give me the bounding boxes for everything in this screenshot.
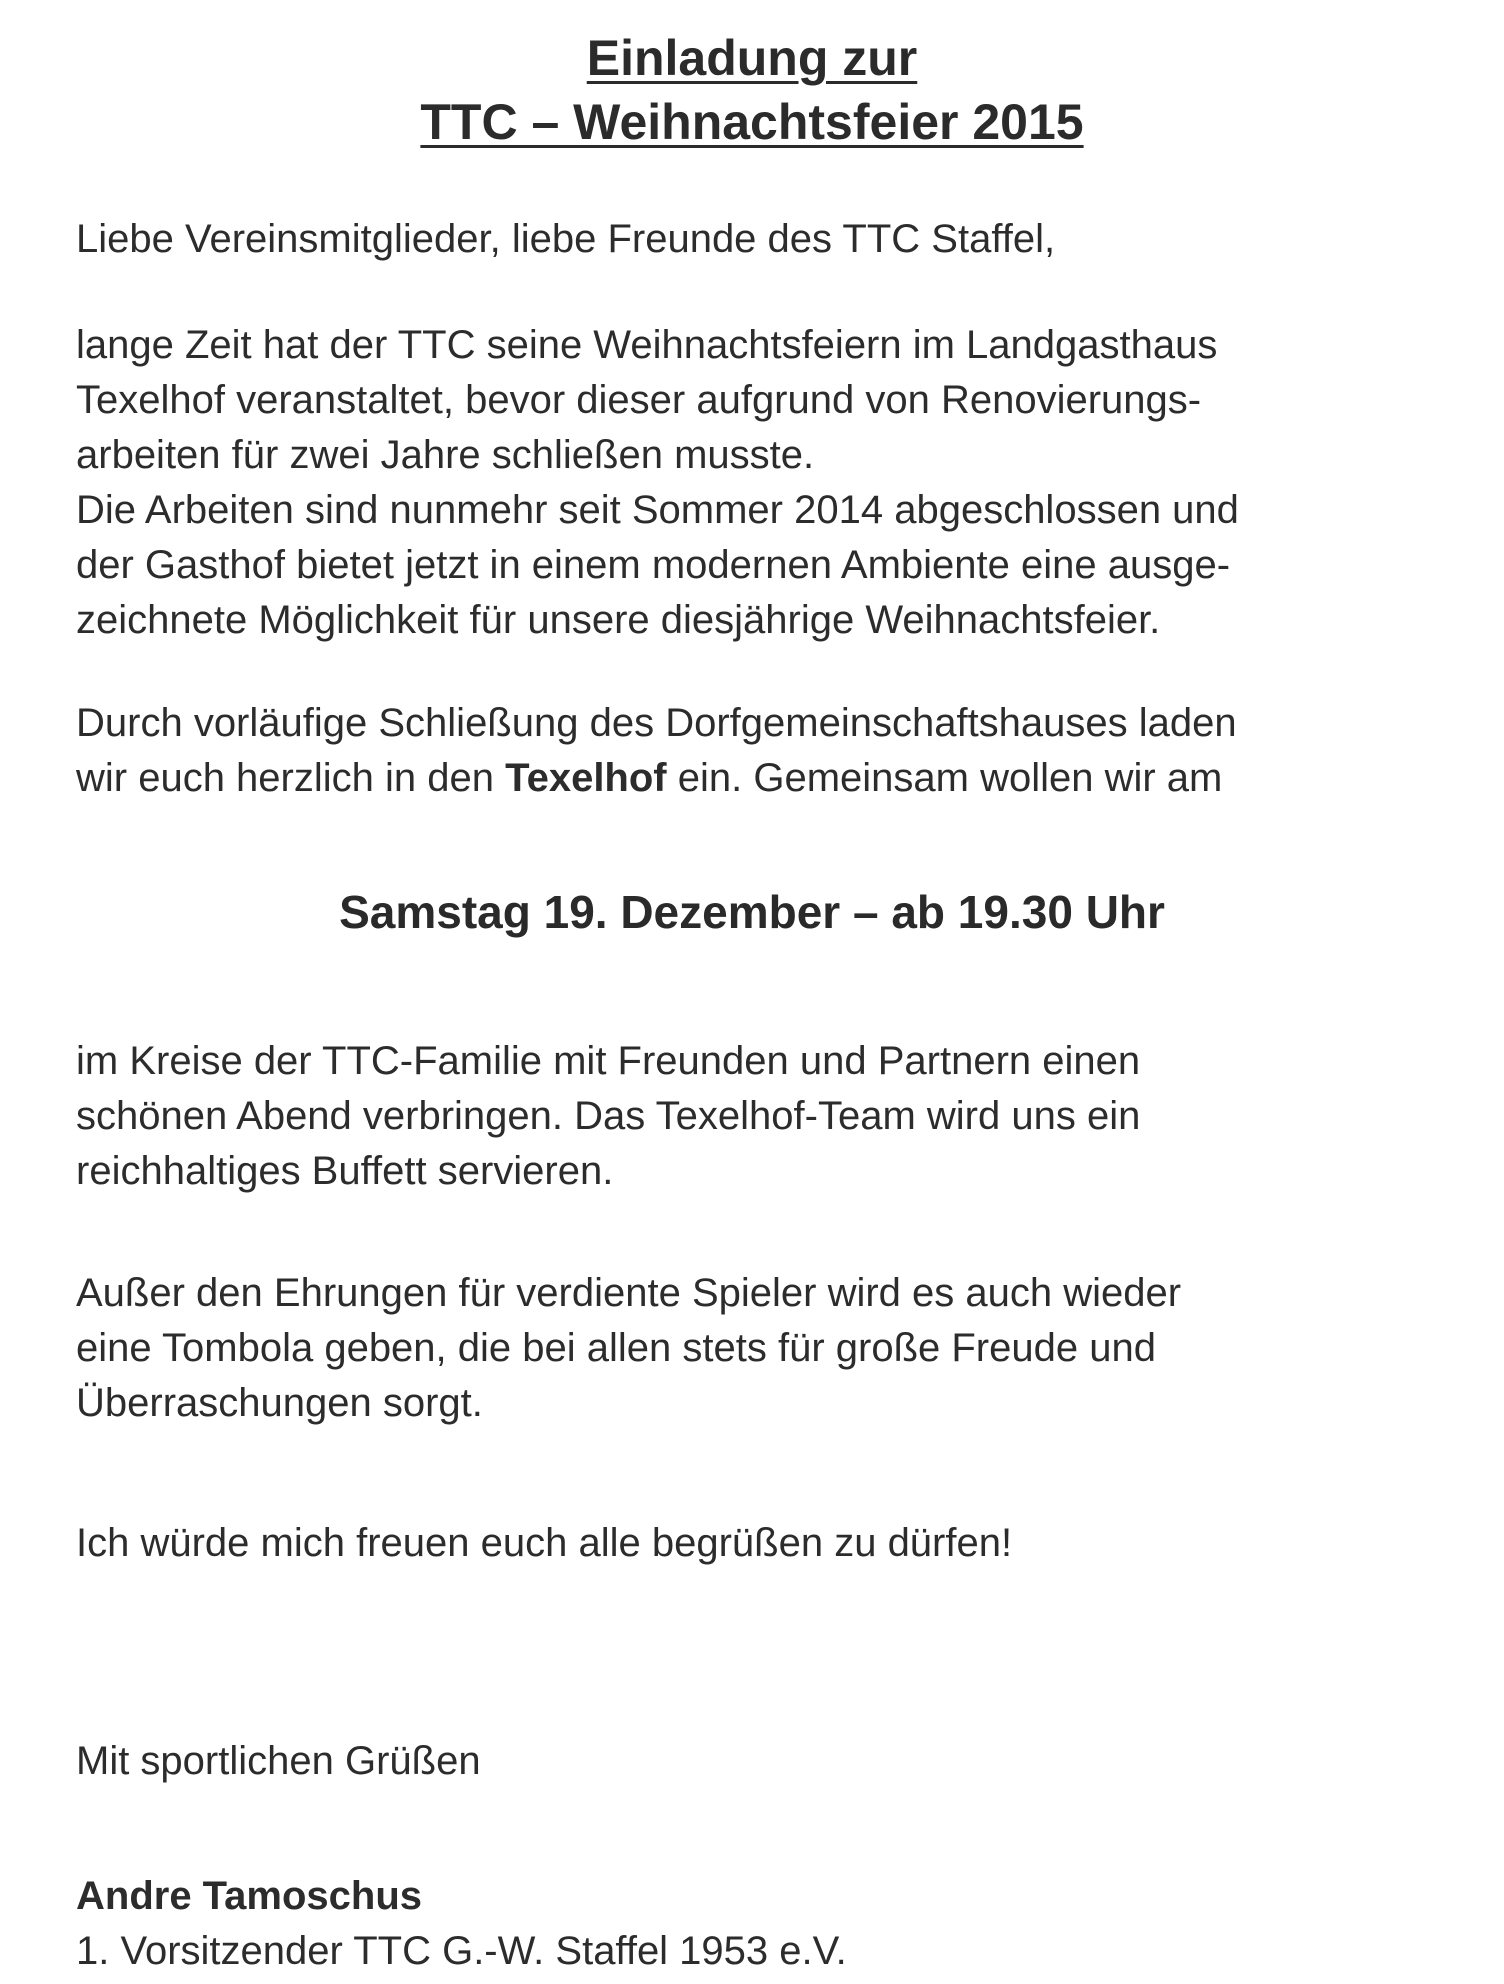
evening-line: schönen Abend verbringen. Das Texelhof-Team wird uns ein — [76, 1094, 1141, 1138]
title-line-2: TTC – Weihnachtsfeier 2015 — [420, 94, 1084, 150]
intro-line: Die Arbeiten sind nunmehr seit Sommer 2014 abgeschlossen und — [76, 488, 1239, 532]
evening-line: im Kreise der TTC-Familie mit Freunden und Partnern einen — [76, 1039, 1141, 1083]
intro-paragraph — [76, 318, 1456, 648]
title-line-1: Einladung zur — [586, 30, 918, 86]
awards-line: Überraschungen sorgt. — [76, 1381, 483, 1425]
venue-name: Texelhof — [505, 756, 667, 800]
invite-paragraph — [76, 696, 1456, 806]
evening-paragraph — [76, 1034, 1456, 1199]
awards-line: Außer den Ehrungen für verdiente Spieler wird es auch wieder — [76, 1271, 1182, 1315]
event-date: Samstag 19. Dezember – ab 19.30 Uhr — [339, 886, 1165, 938]
awards-paragraph — [76, 1266, 1456, 1431]
intro-line: zeichnete Möglichkeit für unsere diesjährige Weihnachtsfeier. — [76, 598, 1161, 642]
evening-line: reichhaltiges Buffett servieren. — [76, 1149, 614, 1193]
intro-line: lange Zeit hat der TTC seine Weihnachtsfeiern im Landgasthaus — [76, 323, 1218, 367]
intro-line: der Gasthof bietet jetzt in einem modernen Ambiente eine ausge- — [76, 543, 1231, 587]
intro-line: Texelhof veranstaltet, bevor dieser aufgrund von Renovierungs- — [76, 378, 1202, 422]
signatory-role: 1. Vorsitzender TTC G.-W. Staffel 1953 e.V. — [76, 1929, 847, 1973]
invite-line: wir euch herzlich in den Texelhof ein. Gemeinsam wollen wir am — [76, 756, 1223, 800]
signatory-name: Andre Tamoschus — [76, 1874, 422, 1918]
greeting: Liebe Vereinsmitglieder, liebe Freunde des TTC Staffel, — [76, 217, 1056, 261]
awards-line: eine Tombola geben, die bei allen stets für große Freude und — [76, 1326, 1156, 1370]
regards: Mit sportlichen Grüßen — [76, 1739, 481, 1783]
intro-line: arbeiten für zwei Jahre schließen musste. — [76, 433, 815, 477]
invite-line: Durch vorläufige Schließung des Dorfgemeinschaftshauses laden — [76, 701, 1237, 745]
closing-sentence: Ich würde mich freuen euch alle begrüßen zu dürfen! — [76, 1521, 1013, 1565]
